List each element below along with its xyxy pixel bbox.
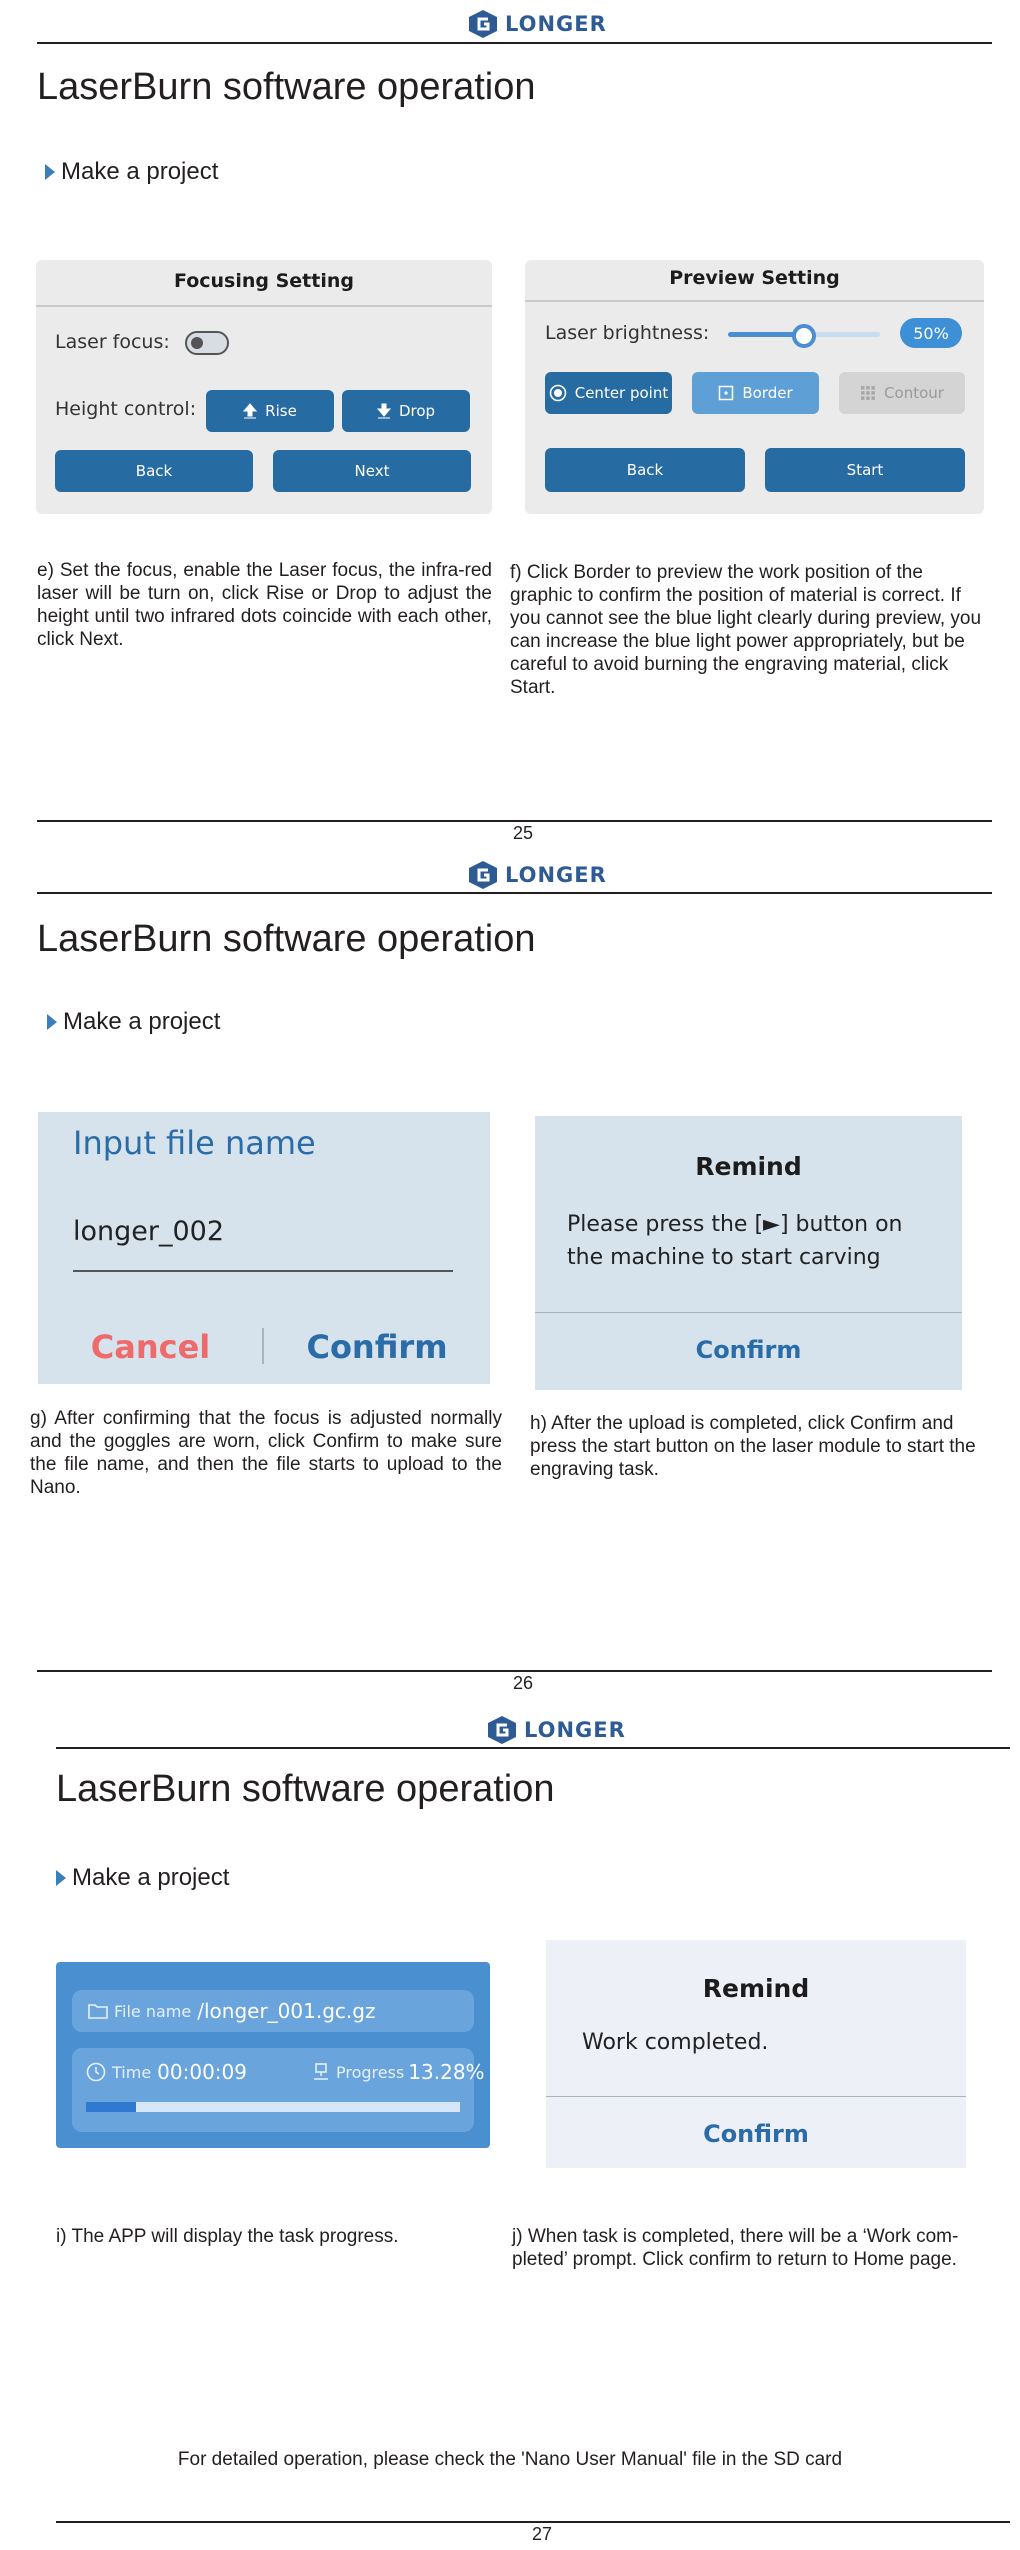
brand-name: LONGER bbox=[505, 863, 607, 887]
upload-icon bbox=[243, 403, 257, 419]
file-name-label: File name bbox=[114, 2001, 192, 2021]
header-rule bbox=[37, 42, 992, 44]
subsection-label: Make a project bbox=[72, 1864, 230, 1891]
caption-f: f) Click Border to preview the work position of the graphic to confirm the position of material is correct. If you cannot see the blue light clearly during preview, you can increase the blue light power appropriately, but be careful to avoid burning the engraving material, click Start. bbox=[510, 562, 982, 698]
divider bbox=[36, 305, 492, 307]
remind-message: Please press the [►] button on the machine to start carving bbox=[567, 1212, 903, 1270]
center-point-button[interactable]: Center point bbox=[545, 372, 672, 414]
back-button[interactable]: Back bbox=[55, 450, 253, 492]
preview-setting-title: Preview Setting bbox=[669, 267, 840, 289]
longer-logo-icon bbox=[467, 860, 499, 890]
remind-title: Remind bbox=[702, 1974, 810, 2003]
dialog-title: Input file name bbox=[73, 1124, 316, 1162]
divider bbox=[546, 2096, 966, 2097]
progress-bar-track bbox=[86, 2102, 460, 2112]
file-name-input[interactable]: longer_002 bbox=[73, 1216, 225, 1247]
time-label: Time bbox=[112, 2062, 152, 2082]
progress-group bbox=[310, 2060, 485, 2084]
divider bbox=[525, 300, 984, 302]
divider bbox=[535, 1312, 962, 1313]
triangle-bullet-icon bbox=[47, 1014, 57, 1030]
page-number: 27 bbox=[531, 2524, 553, 2544]
laser-head-icon bbox=[310, 2062, 332, 2082]
caption-g: g) After confirming that the focus is adjusted normally and the goggles are worn, click Confirm to make sure the file name, and then the file starts to upload to the Nano. bbox=[30, 1408, 502, 1498]
subsection-label: Make a project bbox=[61, 158, 219, 185]
subsection-heading bbox=[56, 1864, 229, 1892]
remind-title: Remind bbox=[695, 1152, 802, 1181]
start-button[interactable]: Start bbox=[765, 448, 965, 492]
contour-button[interactable]: Contour bbox=[839, 372, 965, 414]
brightness-value-badge: 50% bbox=[900, 318, 962, 348]
remind-message: Work completed. bbox=[582, 2030, 769, 2055]
border-button[interactable]: Border bbox=[692, 372, 819, 414]
input-file-name-dialog bbox=[38, 1112, 490, 1384]
next-button[interactable]: Next bbox=[273, 450, 471, 492]
grid-icon bbox=[860, 385, 876, 401]
caption-h: h) After the upload is completed, click Confirm and press the start button on the laser module to start the engraving task. bbox=[530, 1413, 976, 1480]
progress-row bbox=[72, 2048, 485, 2132]
caption-i: i) The APP will display the task progress. bbox=[56, 2226, 399, 2247]
confirm-button[interactable]: Confirm bbox=[703, 2120, 809, 2148]
rise-button[interactable]: Rise bbox=[206, 390, 334, 432]
footer-rule bbox=[56, 2521, 1010, 2523]
page-number: 26 bbox=[512, 1673, 534, 1693]
file-name-value: /longer_001.gc.gz bbox=[197, 1999, 376, 2023]
page-title: LaserBurn software operation bbox=[37, 66, 536, 108]
work-completed-dialog bbox=[546, 1940, 966, 2168]
brightness-slider-track[interactable] bbox=[728, 332, 880, 337]
radio-selected-icon bbox=[549, 384, 567, 402]
preview-setting-panel bbox=[525, 260, 984, 514]
subsection-label: Make a project bbox=[63, 1008, 221, 1035]
focusing-setting-panel bbox=[36, 260, 492, 514]
drop-button[interactable]: Drop bbox=[342, 390, 470, 432]
laser-focus-toggle[interactable] bbox=[185, 331, 229, 355]
footer-note: For detailed operation, please check the 'Nano User Manual' file in the SD card bbox=[177, 2449, 843, 2470]
brand-name: LONGER bbox=[505, 12, 607, 36]
task-progress-panel bbox=[56, 1962, 490, 2148]
footer-rule bbox=[37, 820, 992, 822]
laser-focus-label: Laser focus: bbox=[55, 331, 170, 353]
confirm-button[interactable]: Confirm bbox=[306, 1328, 448, 1366]
clock-icon bbox=[86, 2062, 106, 2082]
focusing-setting-title: Focusing Setting bbox=[174, 270, 354, 292]
brand-name: LONGER bbox=[524, 1718, 626, 1742]
longer-logo-icon bbox=[467, 9, 499, 39]
brightness-slider-handle[interactable] bbox=[792, 324, 816, 348]
caption-j: j) When task is completed, there will be a ‘Work com-pleted’ prompt. Click confirm to return to Home page. bbox=[512, 2226, 959, 2270]
input-underline bbox=[73, 1270, 453, 1272]
caption-e: e) Set the focus, enable the Laser focus, the infra-red laser will be turn on, click Rise or Drop to adjust the height until two infrared dots coincide with each other, click Next. bbox=[37, 560, 492, 650]
header-rule bbox=[56, 1747, 1010, 1749]
laser-brightness-label: Laser brightness: bbox=[545, 322, 710, 344]
border-icon bbox=[718, 385, 734, 401]
progress-bar-fill bbox=[86, 2102, 136, 2112]
footer-rule bbox=[37, 1670, 992, 1672]
progress-value: 13.28% bbox=[408, 2060, 485, 2084]
time-group bbox=[86, 2060, 247, 2084]
download-icon bbox=[377, 403, 391, 419]
confirm-button[interactable]: Confirm bbox=[695, 1336, 802, 1364]
longer-logo bbox=[467, 860, 607, 890]
triangle-bullet-icon bbox=[56, 1870, 66, 1886]
page-number: 25 bbox=[512, 823, 534, 843]
triangle-bullet-icon bbox=[45, 164, 55, 180]
height-control-label: Height control: bbox=[55, 398, 197, 420]
page-title: LaserBurn software operation bbox=[37, 918, 536, 960]
subsection-heading bbox=[47, 1008, 220, 1036]
cancel-button[interactable]: Cancel bbox=[90, 1328, 211, 1366]
longer-logo bbox=[467, 9, 607, 39]
longer-logo-icon bbox=[486, 1715, 518, 1745]
longer-logo bbox=[486, 1715, 626, 1745]
header-rule bbox=[37, 892, 992, 894]
file-name-row bbox=[72, 1990, 474, 2032]
time-value: 00:00:09 bbox=[157, 2060, 247, 2084]
subsection-heading bbox=[45, 158, 218, 186]
progress-label: Progress bbox=[336, 2062, 405, 2082]
remind-dialog bbox=[535, 1116, 962, 1390]
back-button[interactable]: Back bbox=[545, 448, 745, 492]
folder-icon bbox=[88, 2003, 108, 2019]
page-title: LaserBurn software operation bbox=[56, 1768, 555, 1810]
